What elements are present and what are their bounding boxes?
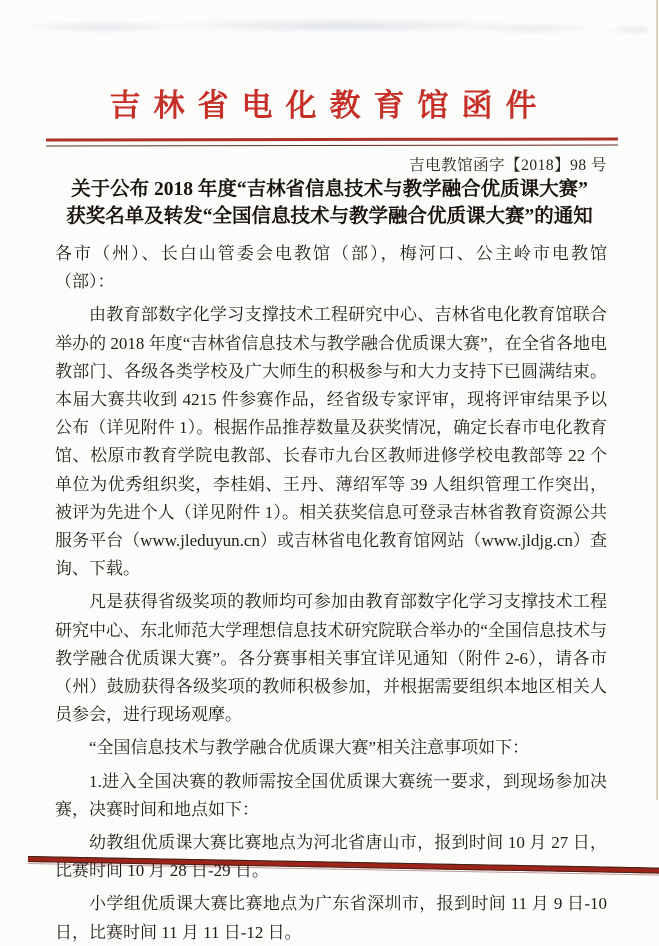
scan-smudge-artifact [8,13,648,41]
body-paragraph-4: 1.进入全国决赛的教师需按全国优质课大赛统一要求，到现场参加决赛，决赛时间和地点如下： [55,771,607,819]
body-paragraph-6: 小学组优质课大赛比赛地点为广东省深圳市，报到时间 11 月 9 日-10 日，比赛时间 11 月 11 日-12 日。 [55,894,607,942]
document-reference-number: 吉电教馆函字【2018】98 号 [409,157,607,174]
body-paragraph-1: 由教育部数字化学习支撑技术工程研究中心、吉林省电化教育馆联合举办的 2018 年度“吉林省信息技术与教学融合优质课大赛”，在全省各地电教部门、各级各类学校及广大师生的积极参与和大力支持下已圆满结束。本届大赛共收到 4215 件参赛作品，经省级专家评审，现将评审结果予以公布（详见附件 1）。根据作品推荐数量及获奖情况，确定长春市电化教育馆、松原市教育学院电教部、长春市九台区教师进修学校电教部等 22 个单位为优秀组织奖，李桂娟、王丹、薄绍军等 39 人组织管理工作突出，被评为先进个人（详见附件 1）。相关获奖信息可登录吉林省教育资源公共服务平台（www.jleduyun.cn）或吉林省电化教育馆网站（www.jldjg.cn）查询、下载。 [55,305,607,579]
letter-body [55,240,607,946]
body-paragraph-2: 凡是获得省级奖项的教师均可参加由教育部数字化学习支撑技术工程研究中心、东北师范大学理想信息技术研究院联合举办的“全国信息技术与教学融合优质课大赛”。各分赛事相关事宜详见通知（附件 2-6），请各市（州）鼓励获得各级奖项的教师积极参加，并根据需要组织本地区相关人员参会，进行现场观摩。 [55,592,607,725]
document-title-line-2: 获奖名单及转发“全国信息技术与教学融合优质课大赛”的通知 [66,205,593,227]
letterhead-title: 吉林省电化教育馆函件 [109,88,550,123]
document-title-line-1: 关于公布 2018 年度“吉林省信息技术与教学融合优质课大赛” [71,179,588,200]
body-paragraph-5: 幼教组优质课大赛比赛地点为河北省唐山市，报到时间 10 月 27 日，比赛时间 10 月 28 日-29 日。 [55,833,607,881]
document-title [0,177,659,230]
body-paragraph-3: “全国信息技术与教学融合优质课大赛”相关注意事项如下： [89,738,530,758]
salutation: 各市（州）、长白山管委会电教馆（部），梅河口、公主岭市电教馆（部）： [55,244,607,292]
letterhead-divider-rule [46,138,618,147]
